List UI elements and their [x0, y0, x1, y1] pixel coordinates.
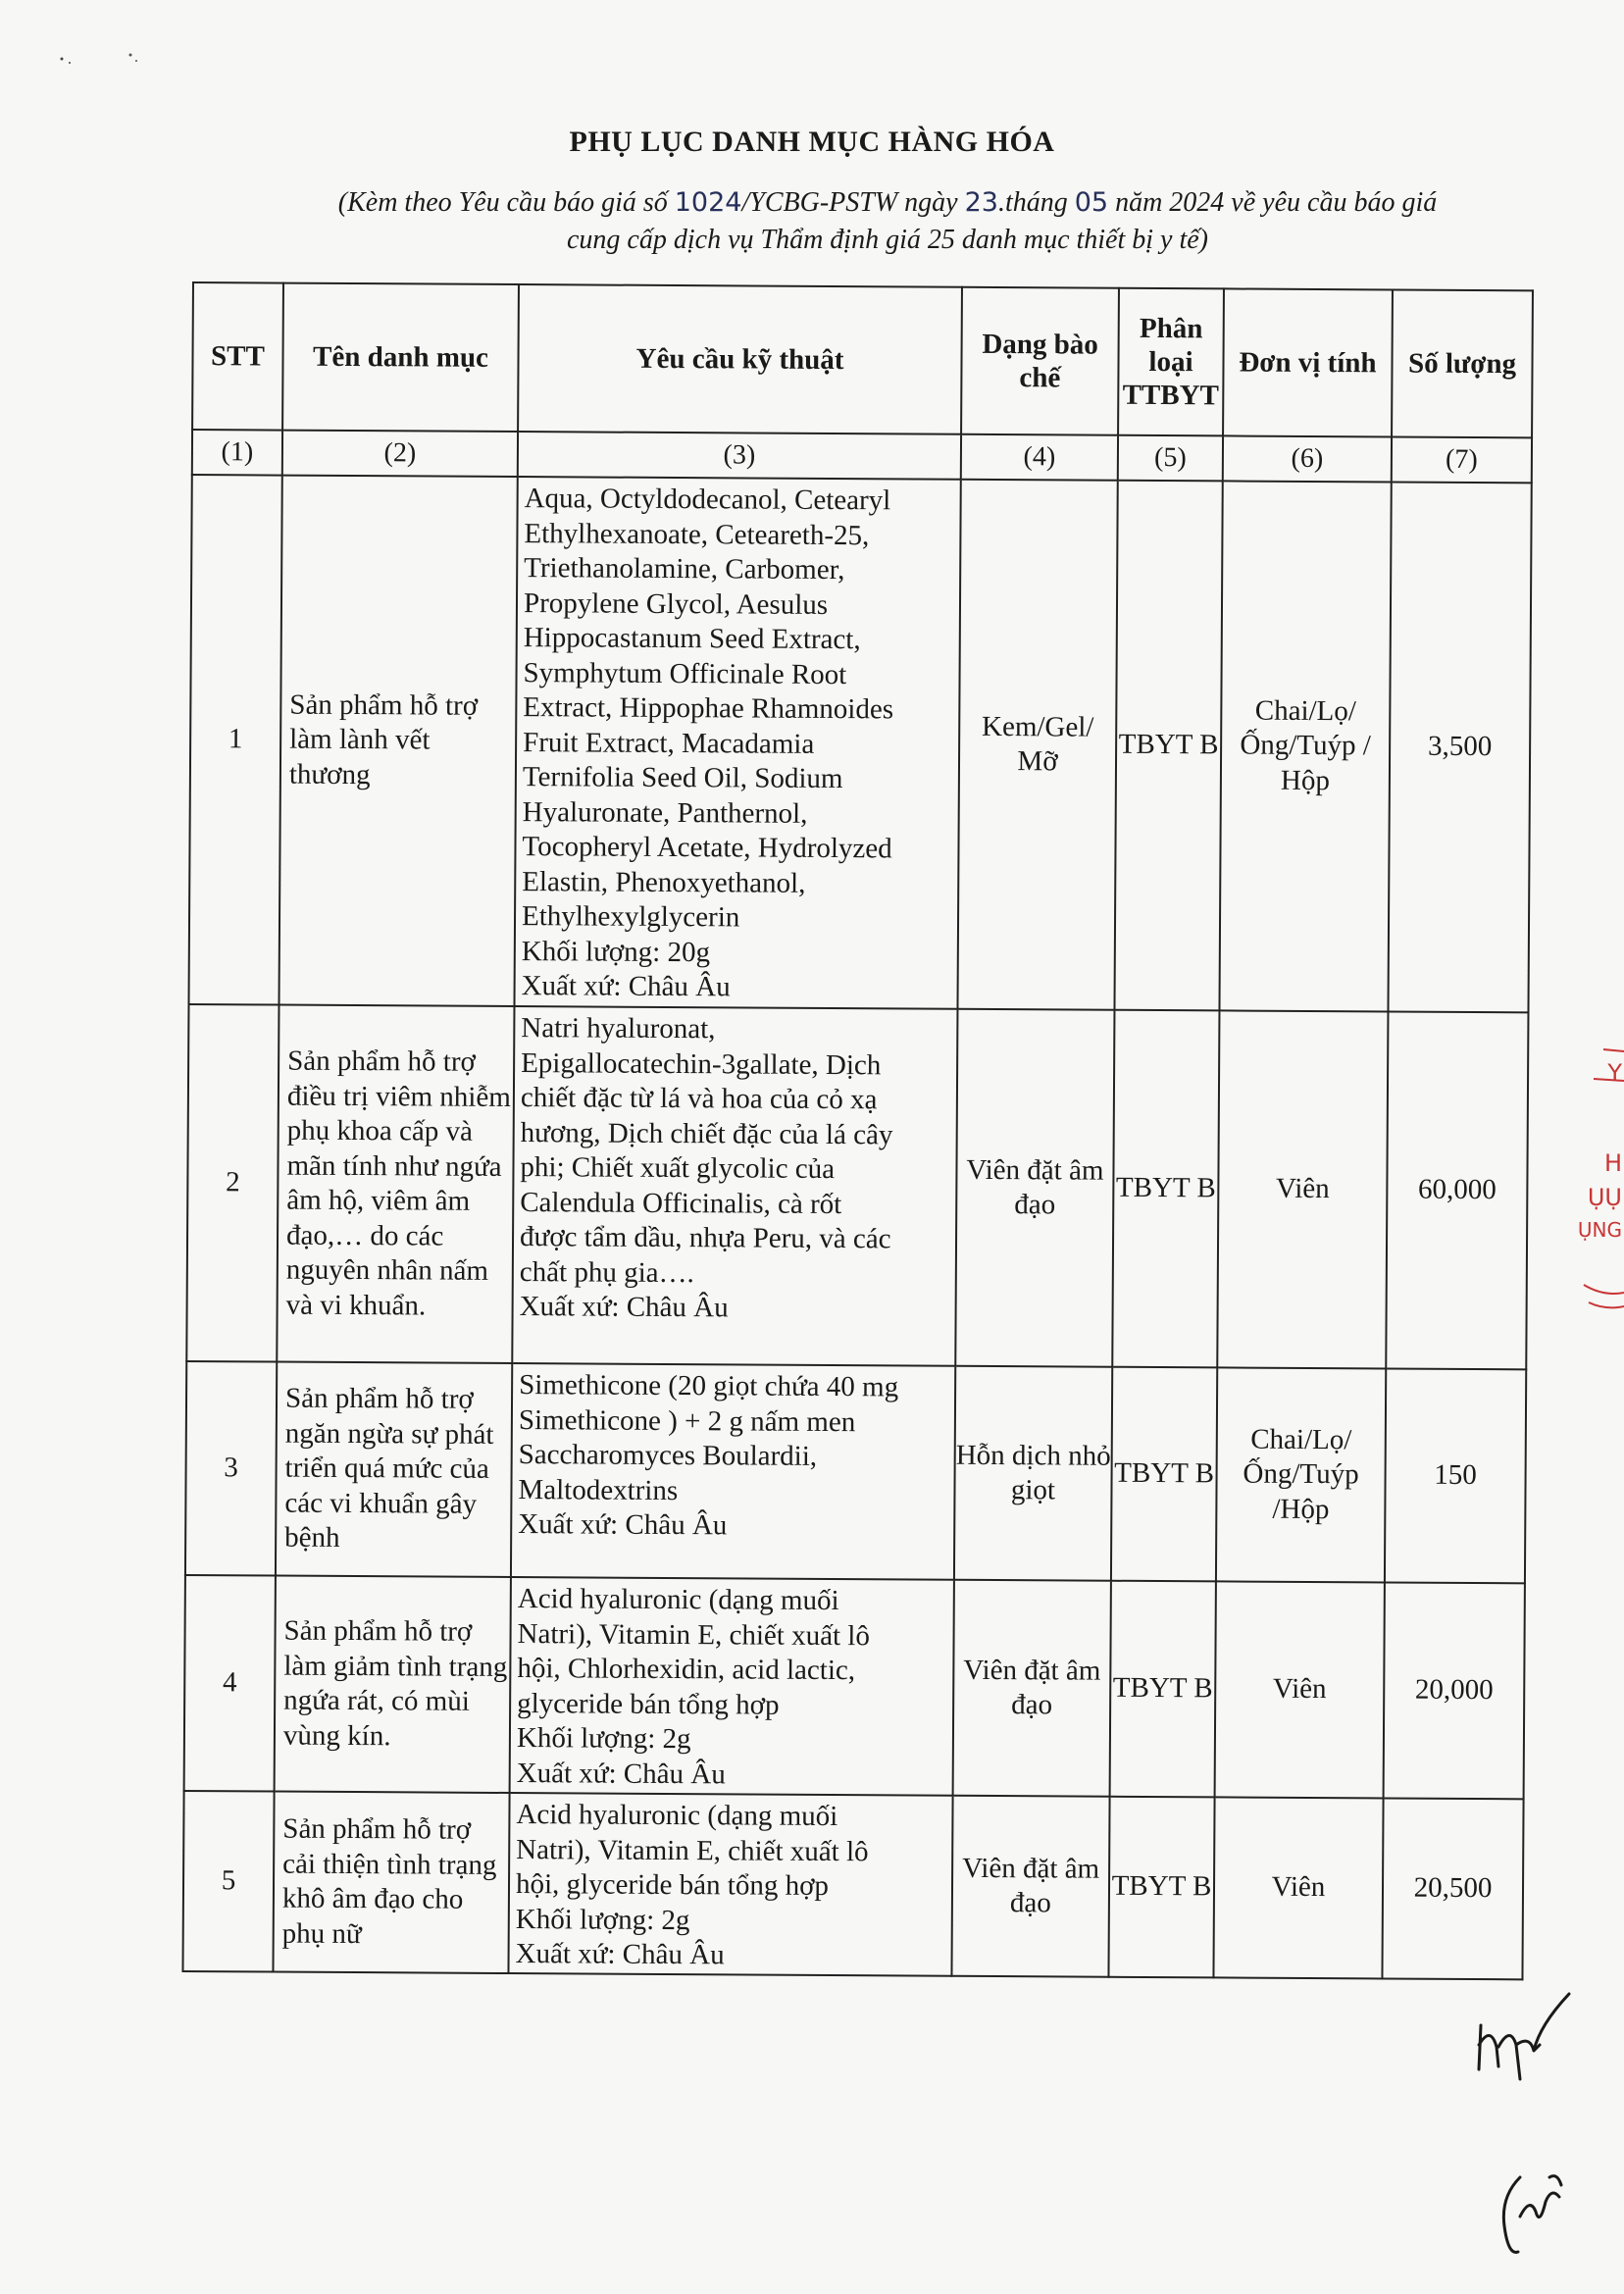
spec-line: Maltodextrins [518, 1473, 679, 1506]
spec-line: Khối lượng: 2g [516, 1722, 691, 1756]
spec-line: Xuất xứ: Châu Âu [521, 970, 731, 1003]
cell-spec [511, 1363, 955, 1580]
cell-class: TBYT B [1114, 481, 1222, 1011]
cell-spec [514, 477, 960, 1009]
subtitle-text-3: .tháng [997, 187, 1075, 218]
spec-line: chất phụ gia…. [519, 1255, 694, 1289]
cell-stt: 1 [188, 475, 281, 1005]
col-number: (2) [282, 431, 518, 477]
header-unit: Đơn vị tính [1223, 288, 1393, 436]
cell-stt: 4 [184, 1575, 276, 1792]
cell-unit: Chai/Lọ/ Ống/Tuýp /Hộp [1216, 1367, 1386, 1582]
header-quantity: Số lượng [1392, 289, 1533, 437]
spec-line: Natri), Vitamin E, chiết xuất lô [516, 1833, 869, 1867]
request-day: 23 [964, 187, 998, 218]
stamp-text: ỤỤ [1587, 1184, 1622, 1211]
stamp-text: Y [1607, 1059, 1622, 1087]
subtitle-text-1: (Kèm theo Yêu cầu báo giá số [337, 187, 675, 218]
table-row [188, 475, 1531, 1012]
cell-stt: 2 [186, 1004, 279, 1362]
stamp-text: H [1603, 1149, 1622, 1177]
table-row [182, 1791, 1523, 1979]
header-class: Phân loại TTBYT [1118, 288, 1224, 436]
spec-line: Propylene Glycol, Aesulus [523, 586, 829, 621]
spec-line: Ethylhexylglycerin [521, 900, 740, 934]
spec-line: Calendula Officinalis, cà rốt [520, 1186, 842, 1220]
request-number: 1024 [674, 187, 742, 218]
cell-spec [510, 1577, 954, 1796]
cell-unit: Viên [1213, 1797, 1383, 1978]
page-subtitle [255, 184, 1520, 259]
cell-unit: Viên [1215, 1581, 1385, 1798]
col-number: (5) [1118, 435, 1223, 482]
stamp-text: ỤNG [1577, 1218, 1622, 1242]
spec-line: Simethicone ) + 2 g nấm men [518, 1403, 856, 1438]
scan-speck [54, 49, 142, 78]
col-number: (6) [1223, 435, 1392, 482]
spec-line: Symphytum Officinale Root [523, 656, 847, 690]
col-number: (4) [961, 434, 1118, 481]
spec-line: Khối lượng: 20g [521, 935, 711, 968]
cell-name: Sản phẩm hỗ trợ làm giảm tình trạng ngứa rát, có mùi vùng kín. [275, 1576, 511, 1793]
cell-quantity: 3,500 [1388, 482, 1531, 1012]
request-month: 05 [1074, 187, 1109, 218]
col-number: (7) [1392, 436, 1532, 483]
cell-name: Sản phẩm hỗ trợ ngăn ngừa sự phát triển quá mức của các vi khuẩn gây bệnh [276, 1362, 512, 1577]
header-spec: Yêu cầu kỹ thuật [518, 284, 962, 434]
header-dosage-form: Dạng bào chế [961, 287, 1119, 435]
cell-name: Sản phẩm hỗ trợ làm lành vết thương [279, 476, 517, 1006]
spec-line: chiết đặc từ lá và hoa của cỏ xạ [520, 1082, 878, 1116]
subtitle-text-4: năm 2024 về yêu cầu báo giá [1108, 187, 1438, 218]
spec-line: Extract, Hippophae Rhamnoides [523, 691, 894, 726]
col-number: (3) [518, 432, 961, 480]
header-name: Tên danh mục [282, 283, 519, 432]
cell-dosage-form: Viên đặt âm đạo [953, 1580, 1111, 1797]
cell-dosage-form: Viên đặt âm đạo [951, 1796, 1109, 1977]
spec-line: Epigallocatechin-3gallate, Dịch [521, 1046, 882, 1081]
spec-line: glyceride bán tổng hợp [517, 1687, 780, 1721]
cell-unit: Chai/Lọ/ Ống/Tuýp / Hộp [1219, 481, 1391, 1011]
spec-line: Triethanolamine, Carbomer, [524, 552, 845, 586]
spec-line: Saccharomyces Boulardii, [518, 1439, 818, 1472]
table-row [184, 1575, 1525, 1799]
spec-line: Acid hyaluronic (dạng muối [517, 1583, 839, 1617]
spec-line: Hippocastanum Seed Extract, [523, 622, 861, 656]
spec-line: Aqua, Octyldodecanol, Cetearyl [524, 483, 891, 517]
spec-line: Natri hyaluronat, [521, 1012, 716, 1045]
spec-line: Elastin, Phenoxyethanol, [522, 865, 806, 899]
cell-name: Sản phẩm hỗ trợ điều trị viêm nhiễm phụ khoa cấp và mãn tính như ngứa âm hộ, viêm âm đạo,… do các nguyên nhân nấm và vi khuẩn. [277, 1005, 514, 1363]
spec-line: Xuất xứ: Châu Âu [518, 1508, 728, 1542]
spec-line: Xuất xứ: Châu Âu [516, 1757, 726, 1790]
col-number: (1) [192, 430, 282, 476]
header-stt: STT [192, 282, 283, 431]
spec-line: Acid hyaluronic (dạng muối [516, 1799, 838, 1833]
subtitle-text-2: /YCBG-PSTW ngày [741, 187, 965, 218]
spec-line: Ethylhexanoate, Ceteareth-25, [524, 517, 870, 551]
signature-initials [1461, 1986, 1599, 2084]
cell-quantity: 20,000 [1384, 1582, 1525, 1799]
signature-mark [1491, 2158, 1579, 2266]
spec-line: Tocopheryl Acetate, Hydrolyzed [522, 831, 892, 865]
table-row [185, 1361, 1526, 1583]
cell-stt: 3 [185, 1361, 277, 1576]
cell-spec [508, 1793, 952, 1976]
spec-line: Khối lượng: 2g [515, 1903, 690, 1936]
spec-line: Fruit Extract, Macadamia [523, 726, 815, 760]
spec-line: Ternifolia Seed Oil, Sodium [522, 761, 843, 795]
cell-quantity: 60,000 [1386, 1011, 1528, 1369]
cell-name: Sản phẩm hỗ trợ cải thiện tình trạng khô âm đạo cho phụ nữ [273, 1792, 509, 1973]
spec-line: Simethicone (20 giọt chứa 40 mg [519, 1369, 899, 1403]
subtitle-line-2: cung cấp dịch vụ Thẩm định giá 25 danh mục thiết bị y tế) [567, 225, 1208, 255]
spec-line: được tẩm dầu, nhựa Peru, và các [519, 1221, 891, 1255]
spec-line: Xuất xứ: Châu Âu [515, 1938, 725, 1971]
cell-class: TBYT B [1111, 1367, 1217, 1582]
spec-line: phi; Chiết xuất glycolic của [520, 1151, 836, 1186]
cell-quantity: 20,500 [1382, 1798, 1523, 1979]
cell-class: TBYT B [1108, 1797, 1214, 1978]
cell-class: TBYT B [1112, 1010, 1219, 1368]
table-row [186, 1004, 1528, 1369]
stamp-fragment [1564, 1040, 1624, 1334]
cell-quantity: 150 [1385, 1368, 1526, 1583]
cell-dosage-form: Viên đặt âm đạo [955, 1009, 1114, 1367]
cell-class: TBYT B [1110, 1581, 1216, 1798]
cell-dosage-form: Hỗn dịch nhỏ giọt [954, 1366, 1112, 1581]
cell-unit: Viên [1217, 1010, 1388, 1368]
spec-line: Hyaluronate, Panthernol, [522, 795, 808, 830]
page-title: PHỤ LỤC DANH MỤC HÀNG HÓA [569, 126, 1055, 158]
spec-line: Xuất xứ: Châu Âu [519, 1291, 729, 1324]
cell-dosage-form: Kem/Gel/ Mỡ [957, 480, 1117, 1010]
spec-line: hương, Dịch chiết đặc của lá cây [520, 1116, 893, 1150]
spec-line: Natri), Vitamin E, chiết xuất lô [517, 1617, 871, 1652]
spec-line: hội, glyceride bán tổng hợp [515, 1868, 830, 1902]
catalog-table [181, 281, 1534, 1980]
cell-spec [512, 1006, 957, 1366]
spec-line: hội, Chlorhexidin, acid lactic, [517, 1653, 856, 1687]
cell-stt: 5 [182, 1791, 274, 1972]
